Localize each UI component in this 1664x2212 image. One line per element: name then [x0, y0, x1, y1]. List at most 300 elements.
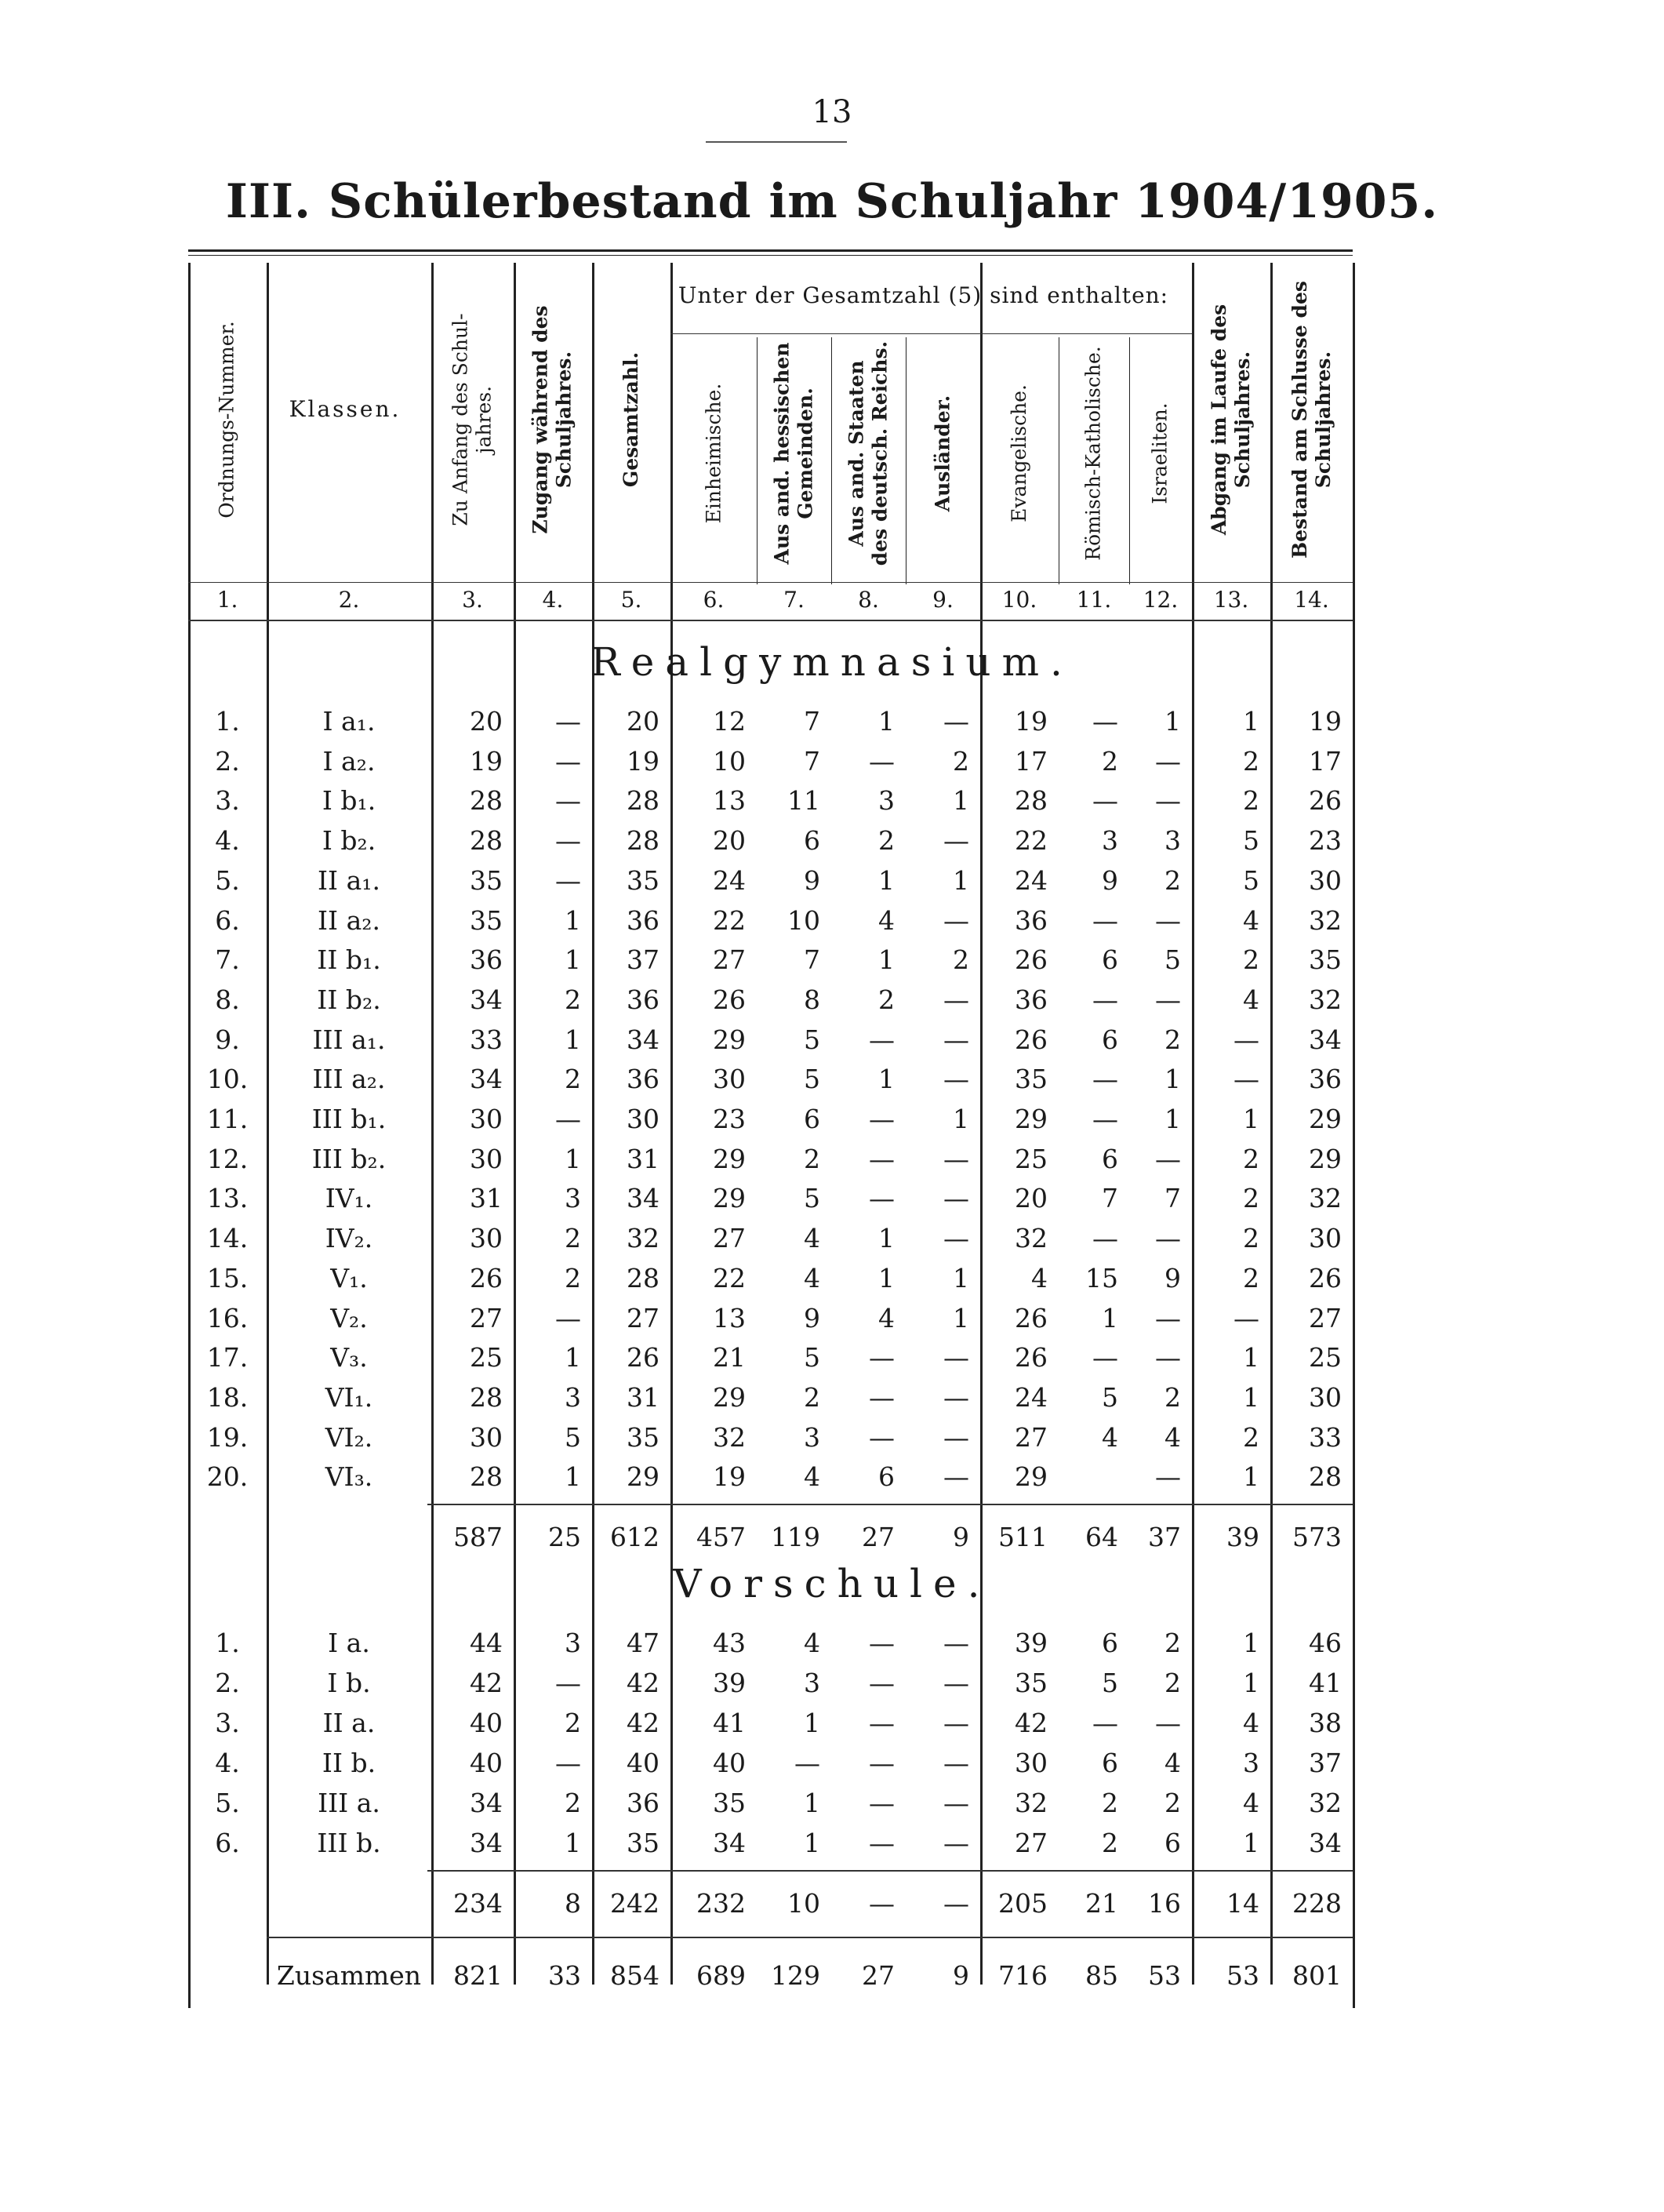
row-class: I b. — [327, 1668, 371, 1698]
cell-col-9: — — [943, 1668, 969, 1698]
cell-col-5: 35 — [627, 1421, 659, 1453]
row-class: VI₁. — [325, 1381, 373, 1413]
page-number-rule — [706, 141, 847, 143]
cell-col-10: 27 — [1015, 1421, 1048, 1453]
table-row — [188, 742, 1353, 781]
table-row — [188, 1219, 1353, 1258]
row-class: I b₁. — [322, 785, 376, 817]
cell-col-13: 5 — [1243, 825, 1259, 857]
subtotal-row — [188, 1518, 1353, 1557]
table-row — [188, 821, 1353, 860]
cell-col-5: 28 — [627, 785, 659, 817]
row-class: V₃. — [330, 1342, 368, 1373]
cell-col-3: 30 — [470, 1143, 503, 1174]
cell-col-5: 19 — [627, 745, 659, 777]
cell-col-5: 47 — [627, 1628, 659, 1658]
header-group-label: Unter der Gesamtzahl (5) sind enthalten: — [678, 282, 1169, 308]
cell-col-7: 10 — [787, 904, 820, 936]
row-number: 2. — [215, 1668, 240, 1698]
cell-col-4: 3 — [565, 1381, 581, 1413]
cell-col-12: 16 — [1148, 1888, 1181, 1919]
cell-col-8: — — [869, 1828, 895, 1858]
row-number: 4. — [215, 825, 240, 857]
cell-col-11: — — [1092, 1342, 1118, 1373]
cell-col-4: 1 — [565, 904, 581, 936]
cell-col-8: 4 — [878, 1302, 895, 1333]
table-top-rule — [188, 249, 1353, 252]
cell-col-10: 511 — [998, 1522, 1048, 1552]
row-class: III b. — [317, 1828, 381, 1858]
cell-col-6: 22 — [713, 1262, 746, 1293]
table-row — [188, 1784, 1353, 1823]
cell-col-6: 43 — [713, 1628, 746, 1658]
cell-col-5: 31 — [627, 1381, 659, 1413]
column-number: 10. — [1001, 587, 1037, 613]
cell-col-11: 15 — [1085, 1262, 1118, 1293]
cell-col-11: — — [1092, 1064, 1118, 1095]
header-deutsche: Aus and. Staaten des deutsch. Reichs. — [845, 340, 892, 566]
cell-col-3: 587 — [453, 1522, 503, 1552]
cell-col-13: 2 — [1243, 1421, 1259, 1453]
table-top-rule-thin — [188, 255, 1353, 256]
cell-col-4: 3 — [565, 1628, 581, 1658]
table-row — [188, 1140, 1353, 1179]
cell-col-4: 1 — [565, 944, 581, 976]
table-row — [188, 1060, 1353, 1099]
cell-col-3: 33 — [470, 1024, 503, 1055]
cell-col-13: 4 — [1243, 904, 1259, 936]
cell-col-5: 36 — [627, 904, 659, 936]
cell-col-14: 17 — [1309, 745, 1342, 777]
cell-col-14: 27 — [1309, 1302, 1342, 1333]
cell-col-8: — — [869, 1421, 895, 1453]
cell-col-7: 1 — [804, 1708, 820, 1738]
table-row — [188, 980, 1353, 1020]
cell-col-5: 42 — [627, 1708, 659, 1738]
cell-col-4: 2 — [565, 1262, 581, 1293]
row-number — [188, 1884, 267, 1923]
table-row — [188, 702, 1353, 741]
cell-col-12: 4 — [1164, 1421, 1181, 1453]
cell-col-7: 9 — [804, 864, 820, 896]
cell-col-7: 4 — [804, 1223, 820, 1254]
cell-col-11: 7 — [1102, 1183, 1118, 1214]
cell-col-14: 41 — [1309, 1668, 1342, 1698]
cell-col-11: 6 — [1102, 1748, 1118, 1778]
cell-col-13: 2 — [1243, 745, 1259, 777]
cell-col-4: 1 — [565, 1143, 581, 1174]
cell-col-4: 1 — [565, 1342, 581, 1373]
cell-col-9: 2 — [953, 944, 969, 976]
cell-col-3: 31 — [470, 1183, 503, 1214]
cell-col-8: 1 — [878, 1223, 895, 1254]
row-class: III a₁. — [312, 1024, 386, 1055]
cell-col-4: 3 — [565, 1183, 581, 1214]
row-number: 6. — [215, 904, 240, 936]
row-class: III b₂. — [311, 1143, 387, 1174]
cell-col-8: — — [869, 1628, 895, 1658]
cell-col-12: 4 — [1164, 1748, 1181, 1778]
cell-col-8: 4 — [878, 904, 895, 936]
cell-col-7: — — [794, 1748, 820, 1778]
cell-col-10: 716 — [998, 1960, 1048, 1991]
row-class: IV₂. — [325, 1223, 373, 1254]
cell-col-7: 4 — [804, 1262, 820, 1293]
cell-col-14: 37 — [1309, 1748, 1342, 1778]
row-class: I a₁. — [322, 706, 376, 737]
table-row — [188, 1418, 1353, 1457]
cell-col-3: 35 — [470, 864, 503, 896]
row-number: 1. — [215, 706, 240, 737]
cell-col-6: 10 — [713, 745, 746, 777]
cell-col-9: — — [943, 706, 969, 737]
cell-col-13: — — [1233, 1064, 1259, 1095]
cell-col-13: 1 — [1243, 1668, 1259, 1698]
cell-col-11 — [1059, 1457, 1118, 1497]
cell-col-12: — — [1155, 904, 1181, 936]
cell-col-9: 1 — [953, 1302, 969, 1333]
cell-col-12: 2 — [1164, 1788, 1181, 1818]
cell-col-4: — — [555, 825, 581, 857]
cell-col-6: 21 — [713, 1342, 746, 1373]
row-number: 1. — [215, 1628, 240, 1658]
row-class: I a₂. — [322, 745, 376, 777]
cell-col-12: — — [1155, 785, 1181, 817]
cell-col-9: — — [943, 1708, 969, 1738]
cell-col-5: 854 — [610, 1960, 659, 1991]
cell-col-14: 28 — [1309, 1461, 1342, 1493]
cell-col-5: 34 — [627, 1024, 659, 1055]
cell-col-8: 27 — [862, 1960, 895, 1991]
cell-col-10: 30 — [1015, 1748, 1048, 1778]
row-class: II b₂. — [317, 984, 381, 1015]
cell-col-12: 2 — [1164, 1381, 1181, 1413]
cell-col-9: — — [943, 1421, 969, 1453]
cell-col-8: 1 — [878, 864, 895, 896]
cell-col-6: 34 — [713, 1828, 746, 1858]
cell-col-13: 39 — [1226, 1522, 1259, 1552]
cell-col-7: 2 — [804, 1143, 820, 1174]
cell-col-6: 40 — [713, 1748, 746, 1778]
cell-col-4: 1 — [565, 1024, 581, 1055]
cell-col-3: 27 — [470, 1302, 503, 1333]
cell-col-6: 24 — [713, 864, 746, 896]
row-number — [188, 1518, 267, 1557]
cell-col-9: — — [943, 1381, 969, 1413]
cell-col-14: 34 — [1309, 1024, 1342, 1055]
cell-col-14: 30 — [1309, 864, 1342, 896]
table-row — [188, 1179, 1353, 1218]
row-class: VI₂. — [325, 1421, 373, 1453]
cell-col-3: 40 — [470, 1748, 503, 1778]
cell-col-10: 29 — [1015, 1104, 1048, 1134]
cell-col-10: 26 — [1015, 1302, 1048, 1333]
header-hessische: Aus and. hessischen Gemeinden. — [770, 342, 817, 564]
cell-col-8: 1 — [878, 1064, 895, 1095]
cell-col-4: — — [555, 1302, 581, 1333]
cell-col-4: — — [555, 1668, 581, 1698]
cell-col-7: 5 — [804, 1024, 820, 1055]
cell-col-11: 85 — [1085, 1960, 1118, 1991]
table-row — [188, 1457, 1353, 1497]
cell-col-9: — — [943, 1628, 969, 1658]
cell-col-6: 19 — [713, 1461, 746, 1493]
row-class: I a. — [328, 1628, 370, 1658]
cell-col-11: — — [1092, 984, 1118, 1015]
cell-col-5: 612 — [610, 1522, 659, 1552]
header-anfang: Zu Anfang des Schul- jahres. — [449, 313, 496, 526]
cell-col-8: — — [869, 1143, 895, 1174]
cell-col-13: 2 — [1243, 944, 1259, 976]
cell-col-9: 1 — [953, 785, 969, 817]
cell-col-13: 2 — [1243, 1143, 1259, 1174]
cell-col-8: — — [869, 1381, 895, 1413]
cell-col-7: 9 — [804, 1302, 820, 1333]
cell-col-10: 20 — [1015, 1183, 1048, 1214]
cell-col-14: 29 — [1309, 1104, 1342, 1134]
cell-col-8: — — [869, 1668, 895, 1698]
column-number: 6. — [703, 587, 725, 613]
cell-col-6: 12 — [713, 706, 746, 737]
row-number: 2. — [215, 745, 240, 777]
cell-col-4: 1 — [565, 1828, 581, 1858]
cell-col-8: 2 — [878, 984, 895, 1015]
cell-col-7: 1 — [804, 1788, 820, 1818]
table-row — [188, 1378, 1353, 1417]
cell-col-6: 29 — [713, 1024, 746, 1055]
cell-col-7: 10 — [787, 1888, 820, 1919]
row-number: 14. — [206, 1223, 249, 1254]
cell-col-14: 25 — [1309, 1342, 1342, 1373]
cell-col-3: 821 — [453, 1960, 503, 1991]
cell-col-11: 9 — [1102, 864, 1118, 896]
section-title-vorschule: Vorschule. — [673, 1561, 991, 1606]
header-israeliten: Israeliten. — [1149, 402, 1172, 504]
column-number: 13. — [1213, 587, 1249, 613]
cell-col-11: — — [1092, 1708, 1118, 1738]
colnum-rule — [188, 620, 1353, 621]
cell-col-6: 35 — [713, 1788, 746, 1818]
cell-col-4: — — [555, 1104, 581, 1134]
cell-col-4: 8 — [565, 1888, 581, 1919]
subtotal-rule — [427, 1870, 1353, 1872]
cell-col-7: 7 — [804, 745, 820, 777]
cell-col-13: 4 — [1243, 1708, 1259, 1738]
cell-col-11: 4 — [1102, 1421, 1118, 1453]
cell-col-6: 29 — [713, 1183, 746, 1214]
cell-col-6: 27 — [713, 944, 746, 976]
cell-col-3: 19 — [470, 745, 503, 777]
cell-col-14: 46 — [1309, 1628, 1342, 1658]
cell-col-14: 30 — [1309, 1223, 1342, 1254]
cell-col-10: 26 — [1015, 944, 1048, 976]
cell-col-14: 801 — [1292, 1960, 1342, 1991]
cell-col-6: 20 — [713, 825, 746, 857]
cell-col-8: 6 — [878, 1461, 895, 1493]
cell-col-8: 2 — [878, 825, 895, 857]
cell-col-4: 2 — [565, 984, 581, 1015]
row-number: 19. — [206, 1421, 249, 1453]
cell-col-5: 26 — [627, 1342, 659, 1373]
cell-col-10: 36 — [1015, 984, 1048, 1015]
cell-col-7: 5 — [804, 1183, 820, 1214]
cell-col-14: 32 — [1309, 984, 1342, 1015]
cell-col-12: 1 — [1164, 706, 1181, 737]
cell-col-9: — — [943, 1748, 969, 1778]
grand-total-row — [188, 1956, 1353, 1996]
cell-col-3: 26 — [470, 1262, 503, 1293]
cell-col-8: 27 — [862, 1522, 895, 1552]
cell-col-6: 13 — [713, 1302, 746, 1333]
cell-col-8: 3 — [878, 785, 895, 817]
cell-col-13: 2 — [1243, 1183, 1259, 1214]
cell-col-10: 26 — [1015, 1024, 1048, 1055]
cell-col-13: — — [1233, 1024, 1259, 1055]
cell-col-8: — — [869, 1104, 895, 1134]
cell-col-14: 32 — [1309, 1788, 1342, 1818]
cell-col-5: 35 — [627, 1828, 659, 1858]
row-number: 11. — [206, 1104, 249, 1134]
cell-col-14: 30 — [1309, 1381, 1342, 1413]
cell-col-5: 36 — [627, 1788, 659, 1818]
cell-col-10: 36 — [1015, 904, 1048, 936]
cell-col-12: 2 — [1164, 864, 1181, 896]
cell-col-4: 1 — [565, 1461, 581, 1493]
cell-col-13: 2 — [1243, 1262, 1259, 1293]
cell-col-5: 36 — [627, 984, 659, 1015]
header-klassen: Klassen. — [289, 396, 401, 422]
cell-col-6: 23 — [713, 1104, 746, 1134]
column-number: 7. — [783, 587, 805, 613]
header-katholische: Römisch-Katholische. — [1082, 345, 1105, 561]
cell-col-8: 1 — [878, 944, 895, 976]
cell-col-14: 32 — [1309, 904, 1342, 936]
cell-col-6: 26 — [713, 984, 746, 1015]
row-number: 15. — [206, 1262, 249, 1293]
cell-col-14: 19 — [1309, 706, 1342, 737]
cell-col-11: — — [1092, 1104, 1118, 1134]
cell-col-7: 5 — [804, 1342, 820, 1373]
cell-col-9: — — [943, 1888, 969, 1919]
cell-col-11: — — [1092, 785, 1118, 817]
table-row — [188, 781, 1353, 820]
row-number — [188, 1956, 267, 1996]
cell-col-10: 35 — [1015, 1064, 1048, 1095]
cell-col-6: 13 — [713, 785, 746, 817]
cell-col-8: 1 — [878, 706, 895, 737]
cell-col-5: 31 — [627, 1143, 659, 1174]
section-title-realgymnasium: Realgymnasium. — [590, 639, 1074, 685]
cell-col-3: 28 — [470, 785, 503, 817]
header-evangelische: Evangelische. — [1008, 384, 1030, 522]
cell-col-8: — — [869, 1024, 895, 1055]
row-number: 8. — [215, 984, 240, 1015]
row-class: II b₁. — [317, 944, 381, 976]
cell-col-11: 6 — [1102, 1143, 1118, 1174]
cell-col-11: 5 — [1102, 1381, 1118, 1413]
row-class — [267, 1518, 431, 1557]
cell-col-7: 1 — [804, 1828, 820, 1858]
cell-col-8: — — [869, 745, 895, 777]
cell-col-11: 6 — [1102, 944, 1118, 976]
cell-col-7: 6 — [804, 1104, 820, 1134]
cell-col-6: 30 — [713, 1064, 746, 1095]
subtotal-rule — [427, 1504, 1353, 1505]
row-class: II a. — [322, 1708, 376, 1738]
cell-col-5: 30 — [627, 1104, 659, 1134]
row-class: II a₁. — [318, 864, 380, 896]
cell-col-3: 20 — [470, 706, 503, 737]
cell-col-12: 2 — [1164, 1024, 1181, 1055]
cell-col-9: 9 — [953, 1522, 969, 1552]
cell-col-5: 242 — [610, 1888, 659, 1919]
cell-col-3: 34 — [470, 984, 503, 1015]
cell-col-12: — — [1155, 1461, 1181, 1493]
row-class: III a. — [318, 1788, 380, 1818]
table-row — [188, 901, 1353, 940]
cell-col-10: 29 — [1015, 1461, 1048, 1493]
cell-col-13: 3 — [1243, 1748, 1259, 1778]
cell-col-8: 1 — [878, 1262, 895, 1293]
row-number: 10. — [206, 1064, 249, 1095]
header-bottom-rule — [188, 582, 1353, 583]
cell-col-9: — — [943, 984, 969, 1015]
cell-col-3: 34 — [470, 1828, 503, 1858]
cell-col-3: 42 — [470, 1668, 503, 1698]
cell-col-6: 22 — [713, 904, 746, 936]
table-row — [188, 1824, 1353, 1863]
cell-col-4: 2 — [565, 1064, 581, 1095]
cell-col-7: 2 — [804, 1381, 820, 1413]
cell-col-12: 2 — [1164, 1668, 1181, 1698]
column-number: 4. — [542, 587, 564, 613]
cell-col-14: 26 — [1309, 785, 1342, 817]
cell-col-5: 28 — [627, 825, 659, 857]
cell-col-13: 1 — [1243, 1628, 1259, 1658]
cell-col-3: 30 — [470, 1421, 503, 1453]
subtotal-row — [188, 1884, 1353, 1923]
cell-col-12: 1 — [1164, 1064, 1181, 1095]
cell-col-10: 32 — [1015, 1788, 1048, 1818]
cell-col-3: 34 — [470, 1788, 503, 1818]
cell-col-6: 29 — [713, 1381, 746, 1413]
row-number: 20. — [206, 1461, 249, 1493]
row-class: I b₂. — [322, 825, 376, 857]
cell-col-10: 22 — [1015, 825, 1048, 857]
column-number: 3. — [462, 587, 483, 613]
cell-col-12: 3 — [1164, 825, 1181, 857]
cell-col-12: 6 — [1164, 1828, 1181, 1858]
column-number: 8. — [858, 587, 879, 613]
row-number: 7. — [215, 944, 240, 976]
grand-total-rule — [267, 1937, 1353, 1938]
cell-col-7: 4 — [804, 1628, 820, 1658]
cell-col-12: 2 — [1164, 1628, 1181, 1658]
cell-col-6: 39 — [713, 1668, 746, 1698]
header-auslaender: Ausländer. — [931, 395, 954, 511]
row-number: 13. — [206, 1183, 249, 1214]
cell-col-3: 35 — [470, 904, 503, 936]
page-number: 13 — [812, 94, 852, 130]
row-number: 17. — [206, 1342, 249, 1373]
row-class: V₂. — [330, 1302, 368, 1333]
cell-col-11: — — [1092, 706, 1118, 737]
cell-col-10: 17 — [1015, 745, 1048, 777]
cell-col-10: 205 — [998, 1888, 1048, 1919]
cell-col-13: 2 — [1243, 785, 1259, 817]
cell-col-3: 30 — [470, 1104, 503, 1134]
cell-col-12: — — [1155, 1342, 1181, 1373]
